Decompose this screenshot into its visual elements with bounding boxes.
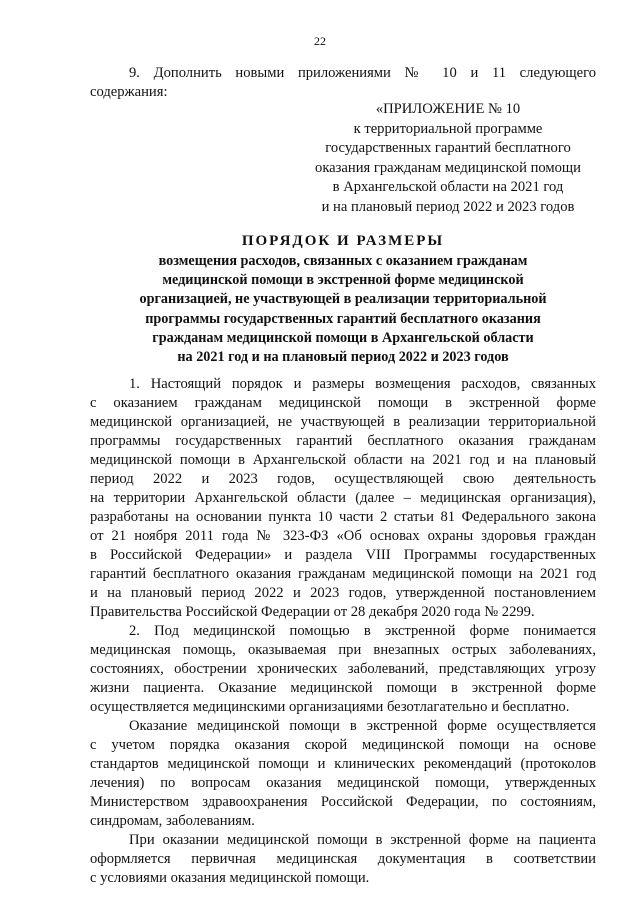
intro-line: содержания: xyxy=(90,84,168,100)
appendix-line: и на плановый период 2022 и 2023 годов xyxy=(321,198,575,215)
paragraph-line: гарантий бесплатного оказания гражданам медицинской помощи на 2021 год xyxy=(90,566,596,582)
appendix-line: в Архангельской области на 2021 год xyxy=(332,179,564,195)
paragraph-line: с оказанием гражданам медицинской помощи в экстренной форме xyxy=(90,395,596,411)
paragraph-line: от 21 ноября 2011 года № 323-ФЗ «Об основах охраны здоровья граждан xyxy=(90,528,596,544)
paragraph-line: в Российской Федерации» и раздела VIII Программы государственных xyxy=(90,547,596,563)
page-number: 22 xyxy=(314,34,326,48)
paragraph-line: жизни пациента. Оказание медицинской помощи в экстренной форме xyxy=(90,680,596,696)
paragraph-line: осуществляется медицинскими организациями безотлагательно и бесплатно. xyxy=(90,699,570,715)
paragraph-line: медицинской организацией, не участвующей в реализации территориальной xyxy=(90,414,596,430)
paragraph-line: период 2022 и 2023 годов, осуществляющей свою деятельность xyxy=(90,471,596,487)
heading-subtitle-line: организацией, не участвующей в реализации территориальной xyxy=(139,291,547,308)
paragraph-line: стандартов медицинской помощи и клинических рекомендаций (протоколов xyxy=(90,756,596,772)
paragraph-line: медицинской помощи в Архангельской области на 2021 год и на плановый xyxy=(90,452,596,468)
document-heading xyxy=(90,230,596,367)
heading-subtitle-line: медицинской помощи в экстренной форме медицинской xyxy=(162,272,524,289)
paragraph-line: и на плановый период 2022 и 2023 годов, утвержденной постановлением xyxy=(90,585,596,601)
paragraph-line: оформляется первичная медицинская документация в соответствии xyxy=(90,851,596,867)
appendix-block xyxy=(300,100,596,217)
paragraph-line: на территории Архангельской области (далее – медицинская организация), xyxy=(90,490,596,506)
paragraph-line: Оказание медицинской помощи в экстренной форме осуществляется xyxy=(129,718,596,734)
appendix-title: «ПРИЛОЖЕНИЕ № 10 xyxy=(375,101,521,117)
paragraph-line: Министерством здравоохранения Российской Федерации, по состояниям, xyxy=(90,794,596,810)
heading-subtitle-line: возмещения расходов, связанных с оказанием гражданам xyxy=(158,253,528,269)
paragraph-line: При оказании медицинской помощи в экстренной форме на пациента xyxy=(129,832,596,848)
intro-line: 9. Дополнить новыми приложениями № 10 и 11 следующего xyxy=(129,65,596,81)
paragraph-line: разработаны на основании пункта 10 части 2 статьи 81 Федерального закона xyxy=(90,509,596,525)
heading-subtitle-line: на 2021 год и на плановый период 2022 и 2023 годов xyxy=(177,349,509,366)
paragraph-line: 1. Настоящий порядок и размеры возмещения расходов, связанных xyxy=(129,376,596,392)
heading-title: ПОРЯДОК И РАЗМЕРЫ xyxy=(241,233,445,249)
paragraph-line: с учетом порядка оказания скорой медицинской помощи на основе xyxy=(90,737,596,753)
heading-subtitle-line: гражданам медицинской помощи в Архангельской области xyxy=(152,329,534,346)
paragraph-line: Правительства Российской Федерации от 28 декабря 2020 года № 2299. xyxy=(90,604,535,620)
paragraph-line: 2. Под медицинской помощью в экстренной форме понимается xyxy=(129,623,596,639)
heading-subtitle-line: программы государственных гарантий бесплатного оказания xyxy=(145,310,541,327)
paragraph-line: медицинская помощь, оказываемая при внезапных острых заболеваниях, xyxy=(90,642,596,658)
paragraph-line: состояниях, обострении хронических заболеваний, представляющих угрозу xyxy=(90,661,596,677)
appendix-line: к территориальной программе xyxy=(353,120,543,137)
appendix-line: государственных гарантий бесплатного xyxy=(325,140,571,156)
paragraph-line: программы государственных гарантий бесплатного оказания гражданам xyxy=(90,433,596,449)
paragraph-line: синдромам, заболеваниям. xyxy=(90,813,255,829)
paragraph-line: с условиями оказания медицинской помощи. xyxy=(90,870,370,886)
paragraph-line: лечения) по вопросам оказания медицинской помощи, утвержденных xyxy=(90,775,596,791)
appendix-line: оказания гражданам медицинской помощи xyxy=(315,159,581,176)
